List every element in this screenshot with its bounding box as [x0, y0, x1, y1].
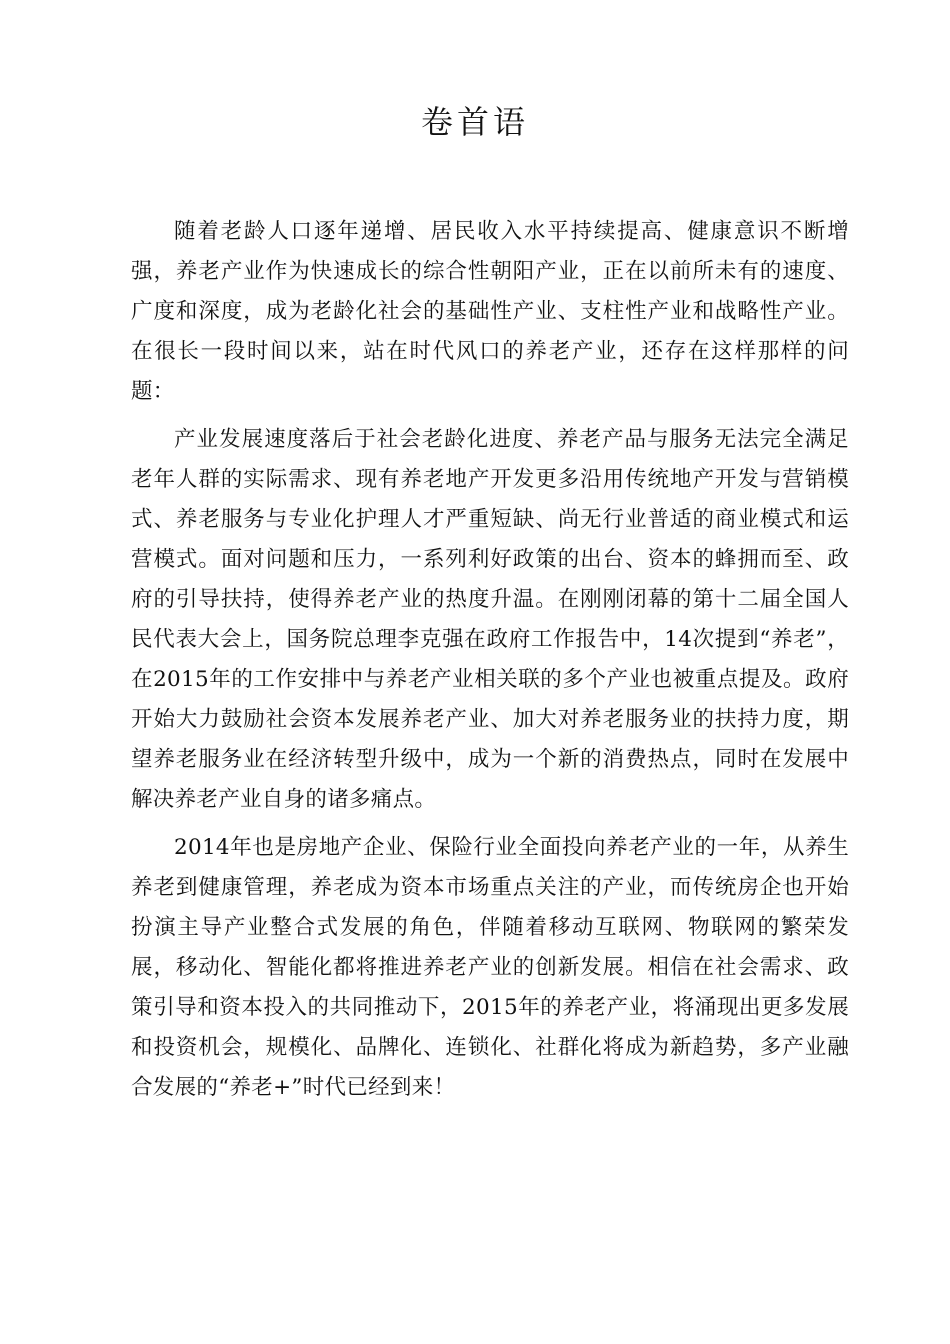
paragraph-1: 随着老龄人口逐年递增、居民收入水平持续提高、健康意识不断增强，养老产业作为快速成长的综合性朝阳产业，正在以前所未有的速度、广度和深度，成为老龄化社会的基础性产业、支柱性产业和战略性产业。在很长一段时间以来，站在时代风口的养老产业，还存在这样那样的问题：	[131, 219, 849, 404]
page-title: 卷首语	[420, 103, 529, 141]
body-text	[131, 212, 849, 1116]
paragraph-2: 产业发展速度落后于社会老龄化进度、养老产品与服务无法完全满足老年人群的实际需求、现有养老地产开发更多沿用传统地产开发与营销模式、养老服务与专业化护理人才严重短缺、尚无行业普适的商业模式和运营模式。面对问题和压力，一系列利好政策的出台、资本的蜂拥而至、政府的引导扶持，使得养老产业的热度升温。在刚刚闭幕的第十二届全国人民代表大会上，国务院总理李克强在政府工作报告中，14次提到“养老”，在2015年的工作安排中与养老产业相关联的多个产业也被重点提及。政府开始大力鼓励社会资本发展养老产业、加大对养老服务业的扶持力度，期望养老服务业在经济转型升级中，成为一个新的消费热点，同时在发展中解决养老产业自身的诸多痛点。	[131, 427, 849, 812]
paragraph-3: 2014年也是房地产企业、保险行业全面投向养老产业的一年，从养生养老到健康管理，养老成为资本市场重点关注的产业，而传统房企也开始扮演主导产业整合式发展的角色，伴随着移动互联网、物联网的繁荣发展，移动化、智能化都将推进养老产业的创新发展。相信在社会需求、政策引导和资本投入的共同推动下，2015年的养老产业，将涌现出更多发展和投资机会，规模化、品牌化、连锁化、社群化将成为新趋势，多产业融合发展的“养老+”时代已经到来！	[131, 835, 849, 1100]
